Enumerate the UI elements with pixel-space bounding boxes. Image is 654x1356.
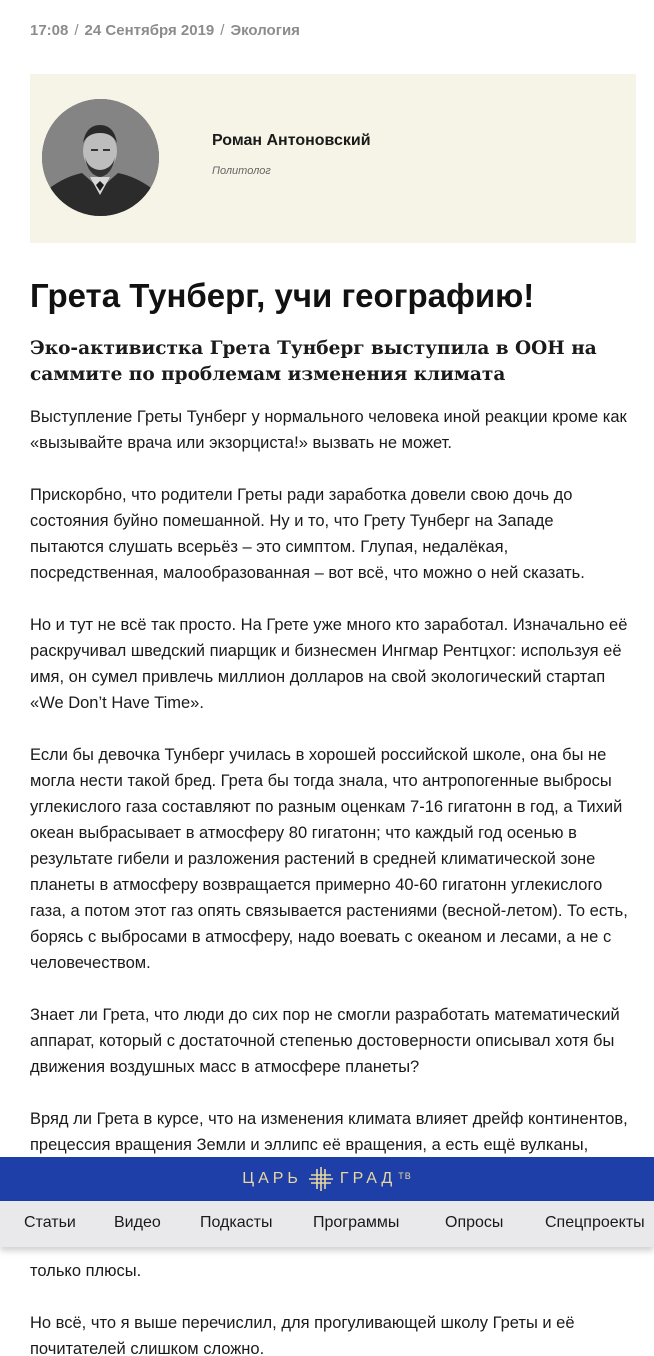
author-name[interactable]: Роман Антоновский — [212, 132, 371, 149]
article-paragraph: Но всё, что я выше перечислил, для прогуливающей школу Греты и её почитателей слишком сложно. — [30, 1314, 575, 1356]
article-paragraph: Выступление Греты Тунберг у нормального человека иной реакции кроме как «вызывайте врача или экзорциста!» вызвать не может. — [30, 408, 627, 452]
logo-tv: ТВ — [398, 1171, 412, 1181]
author-role: Политолог — [212, 165, 271, 177]
nav-item-video[interactable]: Видео — [114, 1214, 161, 1231]
article-paragraph: Если бы девочка Тунберг училась в хорошей российской школе, она бы не могла нести такой бред. Грета бы тогда знала, что антропогенные выбросы углекислого газа составляют по разным оценкам 7-16 гигатонн в год, а Тихий океан выбрасывает в атмосферу 80 гигатонн; что каждый год осенью в результате гибели и разложения растений в средней климатической зоне планеты в атмосферу возвращается примерно 40-60 гигатонн углекислого газа, а потом этот газ опять связывается растениями (весной-летом). То есть, борясь с выбросами в атмосферу, надо воевать с океаном и лесами, а не с человечеством. — [30, 746, 628, 972]
avatar-photo — [42, 99, 159, 216]
article-body-continued — [30, 1262, 630, 1356]
logo-text-right: ГРАД — [339, 1170, 397, 1187]
author-card — [30, 74, 636, 243]
author-avatar[interactable] — [42, 99, 159, 216]
article-body — [30, 404, 630, 1184]
nav-item-podcasts[interactable]: Подкасты — [200, 1214, 273, 1231]
main-nav — [0, 1201, 654, 1247]
meta-separator: / — [74, 22, 79, 39]
article-paragraph: Прискорбно, что родители Греты ради заработка довели свою дочь до состояния буйно помешанной. Ну и то, что Грету Тунберг на Западе пытаются слушать всерьёз – это симптом. Глупая, недалёкая, посредственная, малообразованная – вот всё, что можно о ней сказать. — [30, 486, 585, 582]
nav-item-special-projects[interactable]: Спецпроекты — [545, 1214, 645, 1231]
logo-text-left: ЦАРЬ — [242, 1170, 302, 1187]
article-paragraph: Вряд ли Грета в курсе, что на изменения климата влияет дрейф континентов, прецессия вращения Земли и эллипс её вращения, а есть ещё вулканы, — [30, 1110, 628, 1154]
site-logo[interactable] — [0, 1157, 654, 1201]
article-paragraph: Но и тут не всё так просто. На Грете уже много кто заработал. Изначально её раскручивал шведский пиарщик и бизнесмен Ингмар Рентцхог: используя её имя, он сумел привлечь миллион долларов на свой экологический стартап «We Don’t Have Time». — [30, 616, 628, 712]
article-title: Грета Тунберг, учи географию! — [30, 277, 535, 314]
article-meta — [30, 22, 300, 39]
article-paragraph-fragment: только плюсы. — [30, 1262, 142, 1280]
nav-item-articles[interactable]: Статьи — [24, 1214, 76, 1231]
tsargrad-cross-icon — [308, 1166, 334, 1192]
brand-header-bar — [0, 1157, 654, 1201]
meta-separator: / — [220, 22, 225, 39]
publish-time: 17:08 — [30, 22, 69, 39]
nav-item-programs[interactable]: Программы — [313, 1214, 400, 1231]
article-lead: Эко-активистка Грета Тунберг выступила в ООН на саммите по проблемам изменения климата — [30, 338, 597, 385]
category-link[interactable]: Экология — [230, 22, 300, 39]
nav-item-polls[interactable]: Опросы — [445, 1214, 504, 1231]
article-paragraph: Знает ли Грета, что люди до сих пор не смогли разработать математический аппарат, который с достаточной степенью достоверности описывал хотя бы движения воздушных масс в атмосфере планеты? — [30, 1006, 620, 1076]
publish-date: 24 Сентября 2019 — [84, 22, 215, 39]
